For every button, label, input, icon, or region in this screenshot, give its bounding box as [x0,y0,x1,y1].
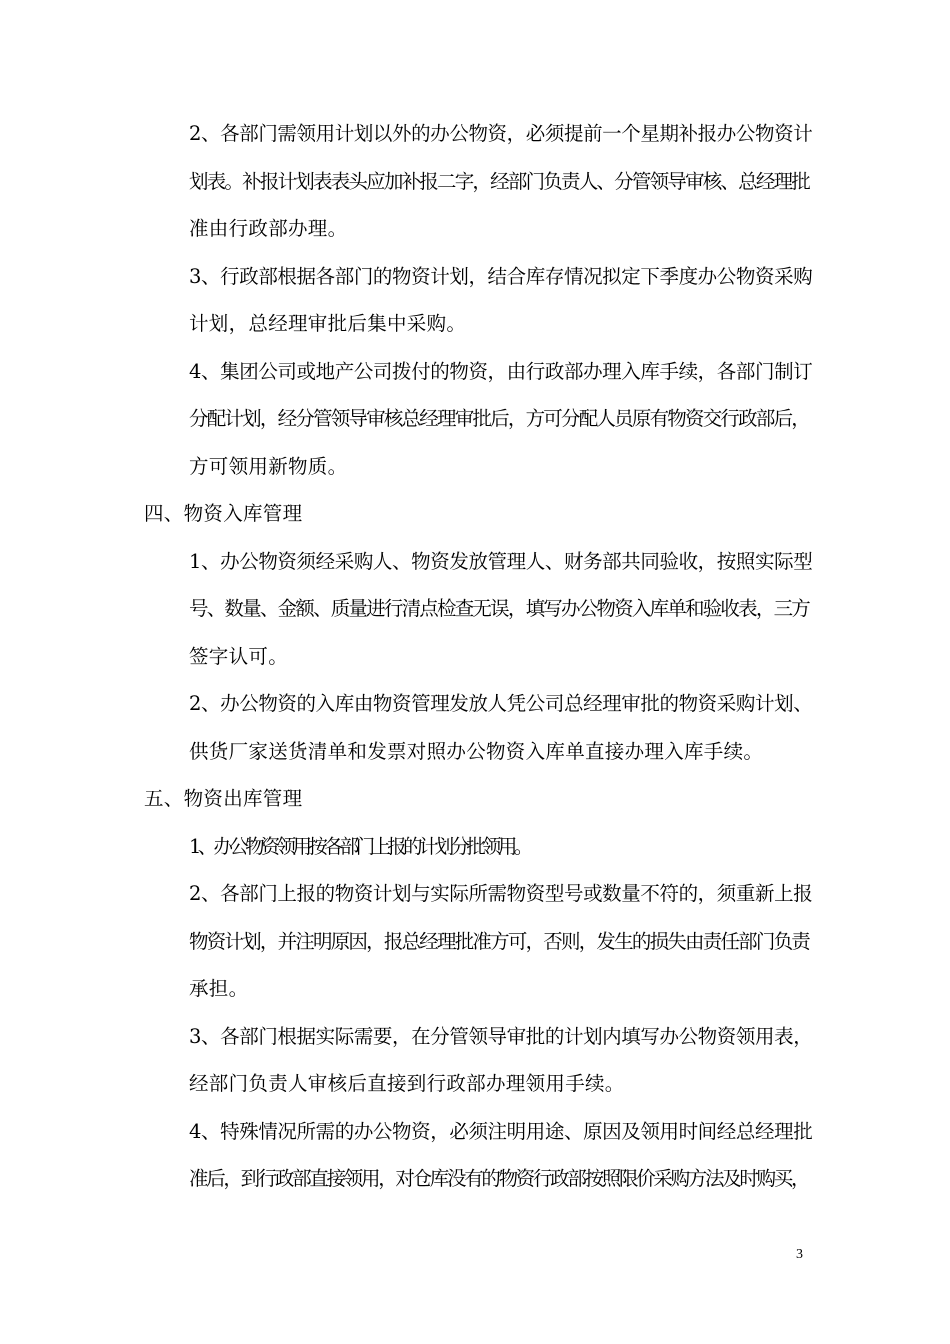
text-line: 五、物资出库管理 [144,787,303,810]
text-line: 供货厂家送货清单和发票对照办公物资入库单直接办理入库手续。 [189,739,764,763]
paragraph [144,680,809,775]
paragraph [144,538,809,681]
text-line: 1、办公物资须经采购人、物资发放管理人、财务部共同验收，按照实际型 [189,549,809,573]
text-line: 3、行政部根据各部门的物资计划，结合库存情况拟定下季度办公物资采购 [189,264,809,288]
text-line: 计划，总经理审批后集中采购。 [189,312,467,335]
text-line: 4、集团公司或地产公司拨付的物资，由行政部办理入库手续，各部门制订 [189,359,809,383]
text-line: 号、数量、金额、质量进行清点检查无误，填写办公物资入库单和验收表，三方 [189,597,809,620]
text-line: 准由行政部办理。 [189,217,348,240]
text-line: 物资计划，并注明原因，报总经理批准方可，否则，发生的损失由责任部门负责 [189,929,809,953]
text-line: 分配计划，经分管领导审核总经理审批后，方可分配人员原有物资交行政部后， [189,407,809,430]
text-line: 准后，到行政部直接领用，对仓库没有的物资行政部按照限价采购方法及时购买， [189,1167,809,1190]
paragraph [144,110,809,253]
paragraph [144,870,809,1013]
text-line: 2、各部门上报的物资计划与实际所需物资型号或数量不符的，须重新上报 [189,882,809,905]
section-heading [144,775,809,823]
page-number: 3 [796,1247,803,1262]
text-line: 1、办公物资领用按各部门上报的计划分批领用。 [189,834,530,858]
text-line: 4、特殊情况所需的办公物资，必须注明用途、原因及领用时间经总经理批 [189,1119,809,1143]
paragraph [144,1108,809,1203]
text-line: 四、物资入库管理 [144,502,303,525]
text-line: 3、各部门根据实际需要，在分管领导审批的计划内填写办公物资领用表， [189,1024,809,1048]
text-line: 承担。 [189,977,249,1000]
text-line: 2、各部门需领用计划以外的办公物资，必须提前一个星期补报办公物资计 [189,122,809,145]
section-heading [144,490,809,538]
text-line: 2、办公物资的入库由物资管理发放人凭公司总经理审批的物资采购计划、 [189,692,809,715]
text-line: 签字认可。 [189,644,289,668]
document-body [144,110,809,1203]
text-line: 划表。补报计划表表头应加补报二字，经部门负责人、分管领导审核、总经理批 [189,169,809,193]
paragraph [144,1013,809,1108]
paragraph [144,348,809,491]
paragraph [144,823,809,871]
text-line: 经部门负责人审核后直接到行政部办理领用手续。 [189,1072,625,1095]
text-line: 方可领用新物质。 [189,454,348,478]
paragraph [144,253,809,348]
